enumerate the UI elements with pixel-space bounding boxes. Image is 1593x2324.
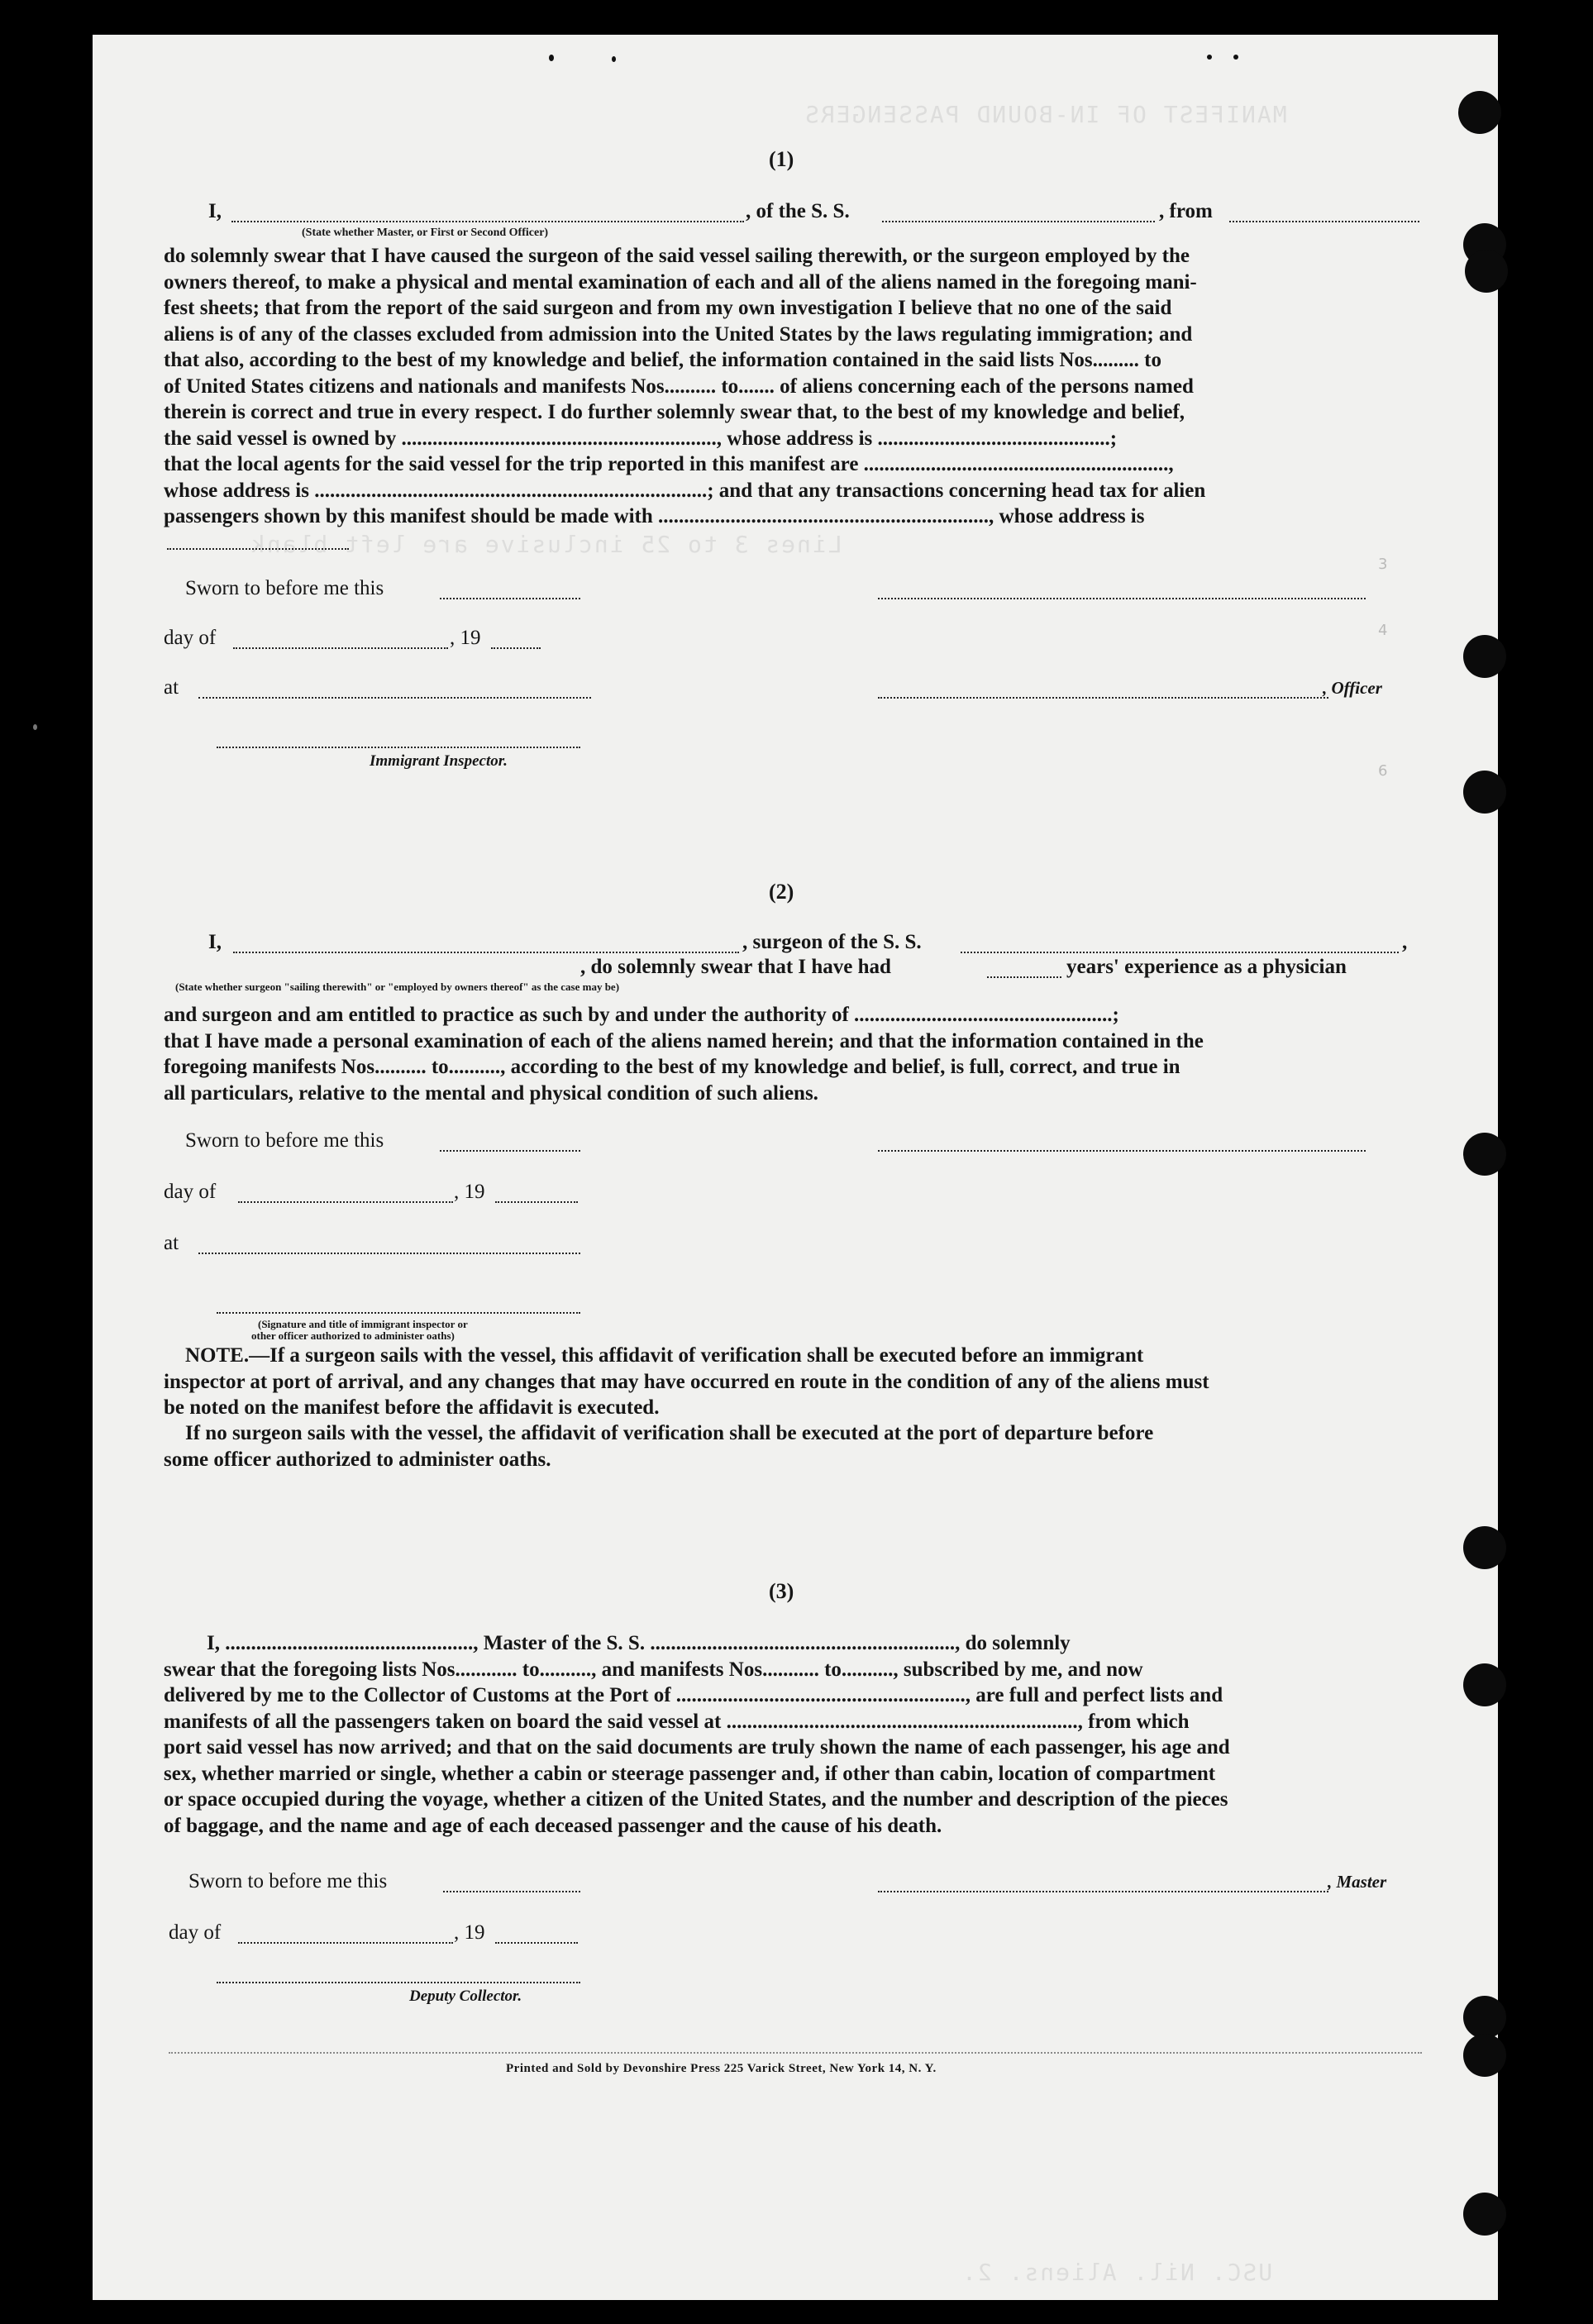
ship-name-blank[interactable] (961, 949, 1399, 953)
paragraph-line: sex, whether married or single, whether a cabin or steerage passenger and, if other than cabin, location of compartment (164, 1762, 1216, 1785)
officer-signature-blank[interactable] (878, 595, 1366, 599)
binder-hole (1463, 1996, 1506, 2039)
officer-title-blank[interactable] (878, 694, 1328, 699)
comma: , (1402, 931, 1408, 953)
year-blank[interactable] (491, 645, 541, 649)
surgeon-signature-blank[interactable] (878, 1148, 1366, 1152)
master-signature-blank[interactable] (878, 1888, 1328, 1892)
footer-divider (169, 2052, 1422, 2054)
year-label: , 19 (454, 1921, 485, 1944)
place-blank[interactable] (198, 694, 591, 699)
surgeon-of-label: , surgeon of the S. S. (742, 931, 922, 953)
paragraph-line: some officer authorized to administer oaths. (164, 1448, 551, 1471)
deputy-caption: Deputy Collector. (409, 1988, 522, 2005)
from-label: , from (1159, 200, 1213, 222)
paragraph-line: therein is correct and true in every respect. I do further solemnly swear that, to the best of my knowledge and belief, (164, 401, 1185, 423)
solemnly-label: , do solemnly swear that I have had (580, 956, 891, 978)
from-port-blank[interactable] (1229, 218, 1419, 222)
i-label: I, (208, 931, 222, 953)
paragraph-line: that I have made a personal examination of each of the aliens named herein; and that the information contained in the (164, 1029, 1204, 1052)
month-blank[interactable] (233, 645, 448, 649)
signature-caption: (Signature and title of immigrant inspector or (258, 1318, 468, 1330)
binder-hole (1463, 2193, 1506, 2236)
margin-number: 6 (1378, 762, 1388, 780)
inspector-signature-blank[interactable] (217, 744, 580, 748)
oath-i-label: I, (208, 200, 222, 222)
years-blank[interactable] (987, 974, 1061, 978)
paragraph-line: the said vessel is owned by ............................................................., whose address is .............................................; (164, 427, 1118, 450)
section-1-paragraph (164, 243, 1437, 530)
margin-number: 4 (1378, 622, 1388, 639)
place-blank[interactable] (198, 1250, 580, 1254)
paragraph-line: whose address is ............................................................................; and that any transactions concerning head tax for alien (164, 479, 1206, 502)
binder-hole (1458, 91, 1501, 134)
binder-hole (1463, 1526, 1506, 1569)
speck (612, 56, 616, 62)
paragraph-line: NOTE.—If a surgeon sails with the vessel, this affidavit of verification shall be executed before an immigrant (185, 1344, 1144, 1367)
paragraph-line: aliens is of any of the classes excluded from admission into the United States by the laws regulating immigration; and (164, 322, 1193, 346)
paragraph-line: fest sheets; that from the report of the said surgeon and from my own investigation I believe that no one of the said (164, 297, 1172, 319)
sworn-label: Sworn to before me this (185, 577, 384, 599)
note-paragraph (164, 1343, 1437, 1421)
sworn-date-blank[interactable] (443, 1888, 580, 1892)
surgeon-name-blank[interactable] (233, 949, 739, 953)
sworn-date-blank[interactable] (440, 1148, 580, 1152)
section-2-paragraph (164, 1002, 1437, 1106)
speck (33, 724, 37, 730)
bleed-through-text: MANIFEST OF IN-BOUND PASSENGERS (804, 101, 1287, 128)
bleed-through-text: Lines 3 to 25 inclusive are left blank (250, 531, 842, 558)
paragraph-line: inspector at port of arrival, and any changes that may have occurred en route in the condition of any of the aliens must (164, 1370, 1209, 1393)
bleed-through-text: USC. Nil. Aliens. 2. (961, 2259, 1273, 2286)
speck (1207, 55, 1212, 60)
at-label: at (164, 1232, 179, 1254)
year-blank[interactable] (495, 1940, 578, 1944)
inspector-caption: Immigrant Inspector. (370, 752, 508, 770)
speck (549, 55, 554, 61)
section-3-heading: (3) (769, 1579, 794, 1603)
day-of-label: day of (164, 1181, 217, 1203)
paragraph-line: manifests of all the passengers taken on board the said vessel at ...................................................................., from which (164, 1710, 1190, 1733)
binder-hole (1465, 250, 1508, 293)
note2-paragraph (164, 1420, 1437, 1472)
paragraph-line: owners thereof, to make a physical and mental examination of each and all of the aliens named in the foregoing mani- (164, 270, 1197, 293)
year-label: , 19 (454, 1181, 485, 1203)
section-3-paragraph (164, 1630, 1437, 1839)
paragraph-line: or space occupied during the voyage, whether a citizen of the United States, and the number and description of the pieces (164, 1788, 1228, 1811)
surgeon-caption: (State whether surgeon "sailing therewith" or "employed by owners thereof" as the case may be) (175, 981, 620, 993)
month-blank[interactable] (238, 1199, 453, 1203)
paragraph-line: that the local agents for the said vessel for the trip reported in this manifest are ..........................................................., (164, 453, 1174, 475)
sworn-label: Sworn to before me this (188, 1870, 388, 1892)
collector-signature-blank[interactable] (217, 1979, 580, 1983)
paragraph-line: be noted on the manifest before the affidavit is executed. (164, 1396, 660, 1419)
binder-hole (1463, 1133, 1506, 1176)
signature-caption: other officer authorized to administer oaths) (251, 1329, 455, 1342)
section-2-heading: (2) (769, 880, 794, 904)
paragraph-line: of United States citizens and nationals and manifests Nos.......... to....... of aliens concerning each of the persons named (164, 375, 1194, 398)
margin-number: 3 (1378, 556, 1388, 573)
years-label: years' experience as a physician (1066, 956, 1347, 978)
paragraph-line: passengers shown by this manifest should be made with ................................................................, whose address is (164, 505, 1145, 527)
ship-label: , of the S. S. (746, 200, 850, 222)
paragraph-line: I, ................................................, Master of the S. S. ..........................................................., do solemnly (207, 1632, 1071, 1654)
binder-hole (1463, 771, 1506, 814)
paragraph-line: do solemnly swear that I have caused the surgeon of the said vessel sailing therewith, or the surgeon employed by the (164, 245, 1190, 267)
section-1-heading: (1) (769, 147, 794, 171)
binder-hole (1463, 2034, 1506, 2077)
printer-imprint: Printed and Sold by Devonshire Press 225 Varick Street, New York 14, N. Y. (506, 2062, 937, 2075)
master-label: , Master (1328, 1872, 1387, 1892)
paragraph-line: delivered by me to the Collector of Customs at the Port of ........................................................, are full and perfect lists and (164, 1684, 1223, 1706)
paragraph-line: If no surgeon sails with the vessel, the affidavit of verification shall be executed at the port of departure before (185, 1422, 1154, 1444)
address-blank[interactable] (167, 546, 349, 550)
paragraph-line: that also, according to the best of my knowledge and belief, the information contained in the said lists Nos......... to (164, 349, 1161, 371)
officer-name-blank[interactable] (231, 218, 744, 222)
day-of-label: day of (164, 627, 217, 649)
officer-caption: (State whether Master, or First or Second Officer) (302, 227, 549, 239)
sworn-label: Sworn to before me this (185, 1129, 384, 1152)
paragraph-line: and surgeon and am entitled to practice as such by and under the authority of ..................................................; (164, 1004, 1119, 1026)
month-blank[interactable] (238, 1940, 453, 1944)
officer-label: , Officer (1323, 678, 1382, 698)
paragraph-line: foregoing manifests Nos.......... to.........., according to the best of my knowledge and belief, is full, correct, and true in (164, 1056, 1180, 1078)
at-label: at (164, 676, 179, 699)
sworn-date-blank[interactable] (440, 595, 580, 599)
paragraph-line: port said vessel has now arrived; and that on the said documents are truly shown the name of each passenger, his age and (164, 1736, 1230, 1759)
binder-hole (1463, 635, 1506, 678)
manifest-oath-page (93, 35, 1498, 2300)
year-blank[interactable] (495, 1199, 578, 1203)
inspector-signature-blank[interactable] (217, 1310, 580, 1314)
paragraph-line: of baggage, and the name and age of each deceased passenger and the cause of his death. (164, 1814, 942, 1837)
year-label: , 19 (450, 627, 481, 649)
paragraph-line: swear that the foregoing lists Nos............ to.........., and manifests Nos........... to.........., subscribed by me, and now (164, 1658, 1143, 1681)
speck (1233, 55, 1238, 60)
paragraph-line: all particulars, relative to the mental and physical condition of such aliens. (164, 1081, 818, 1105)
ship-name-blank[interactable] (882, 218, 1155, 222)
binder-hole (1463, 1663, 1506, 1706)
day-of-label: day of (169, 1921, 222, 1944)
